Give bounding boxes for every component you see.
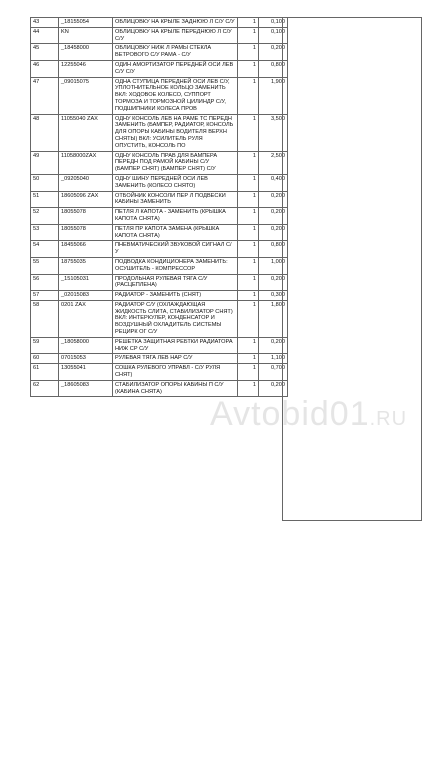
- quantity: 1: [238, 291, 259, 301]
- quantity: 1: [238, 300, 259, 337]
- row-number: 61: [31, 364, 59, 381]
- work-description: ПНЕВМАТИЧЕСКИЙ ЗВУКОВОЙ СИГНАЛ С/У: [113, 241, 238, 258]
- labor-hours: 0,400: [259, 174, 288, 191]
- table-row: [31, 174, 288, 191]
- table-row: [31, 18, 288, 28]
- work-description: ОТБОЙНИК КОНСОЛИ ПЕР Л ПОДВЕСКИ КАБИНЫ ЗАМЕНИТЬ: [113, 191, 238, 208]
- labor-hours: 0,100: [259, 27, 288, 44]
- quantity: 1: [238, 354, 259, 364]
- row-number: 56: [31, 274, 59, 291]
- work-description: РУЛЕВАЯ ТЯГА ЛЕВ НАР С/У: [113, 354, 238, 364]
- quantity: 1: [238, 174, 259, 191]
- quantity: 1: [238, 151, 259, 174]
- table-row: [31, 354, 288, 364]
- row-number: 58: [31, 300, 59, 337]
- row-number: 45: [31, 44, 59, 61]
- part-code: 11055040 ZAX: [59, 114, 113, 151]
- table-row: [31, 241, 288, 258]
- labor-hours: 0,200: [259, 274, 288, 291]
- row-number: 49: [31, 151, 59, 174]
- part-code: _09015075: [59, 77, 113, 114]
- work-order-sheet: [30, 17, 424, 397]
- part-code: 12255046: [59, 60, 113, 77]
- row-number: 62: [31, 380, 59, 397]
- labor-hours: 0,200: [259, 44, 288, 61]
- work-description: СТАБИЛИЗАТОР ОПОРЫ КАБИНЫ П С/У (КАБИНА СНЯТА): [113, 380, 238, 397]
- work-description: ПРОДОЛЬНАЯ РУЛЕВАЯ ТЯГА С/У (РАСЦЕПЛЕНА): [113, 274, 238, 291]
- row-number: 47: [31, 77, 59, 114]
- quantity: 1: [238, 208, 259, 225]
- row-number: 50: [31, 174, 59, 191]
- work-description: ОДНУ КОНСОЛЬ ЛЕВ НА РАМЕ ТС ПЕРЕДН ЗАМЕНИТЬ (БАМПЕР, РАДИАТОР, КОНСОЛЬ ДЛЯ ОПОРЫ КАБИНЫ ВОДИТЕЛЯ ВЕРХН СНЯТЫ) ВКЛ: УСИЛИТЕЛЬ РУЛЯ ОПУСТИТЬ, КОНСОЛЬ ПО: [113, 114, 238, 151]
- table-row: [31, 151, 288, 174]
- labor-hours: 0,200: [259, 191, 288, 208]
- work-description: ОБЛИЦОВКУ НА КРЫЛЕ ПЕРЕДНЮЮ Л С/У С/У: [113, 27, 238, 44]
- table-row: [31, 364, 288, 381]
- part-code: 11058000ZAX: [59, 151, 113, 174]
- part-code: _02015083: [59, 291, 113, 301]
- table-row: [31, 224, 288, 241]
- quantity: 1: [238, 114, 259, 151]
- part-code: 18055078: [59, 224, 113, 241]
- work-description: ПОДВОДКА КОНДИЦИОНЕРА ЗАМЕНИТЬ: ОСУШИТЕЛЬ - КОМПРЕССОР: [113, 257, 238, 274]
- work-description: РАДИАТОР - ЗАМЕНИТЬ (СНЯТ): [113, 291, 238, 301]
- part-code: 18055078: [59, 208, 113, 225]
- part-code: 18455066: [59, 241, 113, 258]
- labor-hours: 0,800: [259, 241, 288, 258]
- table-row: [31, 257, 288, 274]
- quantity: 1: [238, 257, 259, 274]
- table-row: [31, 44, 288, 61]
- table-row: [31, 77, 288, 114]
- row-number: 60: [31, 354, 59, 364]
- quantity: 1: [238, 27, 259, 44]
- row-number: 44: [31, 27, 59, 44]
- table-row: [31, 60, 288, 77]
- work-description: ПЕТЛЯ ПР КАПОТА ЗАМЕНА (КРЫШКА КАПОТА СНЯТА): [113, 224, 238, 241]
- work-description: ОДНА СТУПИЦА ПЕРЕДНЕЙ ОСИ ЛЕВ С/У, УПЛОТНИТЕЛЬНОЕ КОЛЬЦО ЗАМЕНИТЬ ВКЛ: ХОДОВОЕ КОЛЕСО, СУППОРТ ТОРМОЗА И ТОРМОЗНОЙ ЦИЛИНДР С/У, ПОДШИПНИКИ КОЛЕСА ПРОВ: [113, 77, 238, 114]
- part-code: _18458000: [59, 44, 113, 61]
- labor-hours: 0,800: [259, 60, 288, 77]
- part-code: _15105031: [59, 274, 113, 291]
- table-row: [31, 208, 288, 225]
- row-number: 43: [31, 18, 59, 28]
- row-number: 46: [31, 60, 59, 77]
- labor-hours: 1,100: [259, 354, 288, 364]
- part-code: _18605083: [59, 380, 113, 397]
- work-description: ПЕТЛЯ Л КАПОТА - ЗАМЕНИТЬ (КРЫШКА КАПОТА СНЯТА): [113, 208, 238, 225]
- row-number: 57: [31, 291, 59, 301]
- work-description: ОБЛИЦОВКУ НА КРЫЛЕ ЗАДНЮЮ Л С/У С/У: [113, 18, 238, 28]
- quantity: 1: [238, 364, 259, 381]
- quantity: 1: [238, 337, 259, 354]
- labor-hours: 0,200: [259, 380, 288, 397]
- row-number: 52: [31, 208, 59, 225]
- table-row: [31, 337, 288, 354]
- table-row: [31, 380, 288, 397]
- part-code: _18058000: [59, 337, 113, 354]
- table-row: [31, 274, 288, 291]
- quantity: 1: [238, 44, 259, 61]
- labor-hours: 0,200: [259, 224, 288, 241]
- labor-hours: 1,800: [259, 300, 288, 337]
- work-description: ОДИН АМОРТИЗАТОР ПЕРЕДНЕЙ ОСИ ЛЕВ С/У С/У: [113, 60, 238, 77]
- quantity: 1: [238, 77, 259, 114]
- labor-hours: 0,300: [259, 291, 288, 301]
- part-code: 18755035: [59, 257, 113, 274]
- work-description: РАДИАТОР С/У (ОХЛАЖДАЮЩАЯ ЖИДКОСТЬ СЛИТА, СТАБИЛИЗАТОР СНЯТ) ВКЛ: ИНТЕРКУЛЕР, КОНДЕНСАТОР И ВОЗДУШНЫЙ ОХЛАДИТЕЛЬ СИСТЕМЫ РЕЦИРК ОГ С/У: [113, 300, 238, 337]
- labor-hours: 0,200: [259, 337, 288, 354]
- work-description: ОДНУ КОНСОЛЬ ПРАВ ДЛЯ БАМПЕРА ПЕРЕДН ПОД РАМОЙ КАБИНЫ С/У (БАМПЕР СНЯТ) (БАМПЕР СНЯТ) С/У: [113, 151, 238, 174]
- quantity: 1: [238, 380, 259, 397]
- side-empty-box: [282, 17, 422, 521]
- repair-items-body: [31, 18, 288, 397]
- watermark-main: Avtobid01: [210, 395, 370, 433]
- work-description: СОШКА РУЛЕВОГО УПРАВЛ - С/У РУЛЯ СНЯТ): [113, 364, 238, 381]
- work-description: РЕШЕТКА ЗАЩИТНАЯ РЕБТКИ РАДИАТОРА НИЖ СР С/У: [113, 337, 238, 354]
- row-number: 51: [31, 191, 59, 208]
- part-code: 18605096 ZAX: [59, 191, 113, 208]
- labor-hours: 0,200: [259, 208, 288, 225]
- part-code: _09205040: [59, 174, 113, 191]
- work-description: ОДНУ ШИНУ ПЕРЕДНЕЙ ОСИ ЛЕВ ЗАМЕНИТЬ (КОЛЕСО СНЯТО): [113, 174, 238, 191]
- table-row: [31, 27, 288, 44]
- row-number: 48: [31, 114, 59, 151]
- work-description: ОБЛИЦОВКУ НИЖ Л РАМЫ СТЕКЛА ВЕТРОВОГО С/У РАМА - С/У: [113, 44, 238, 61]
- labor-hours: 0,700: [259, 364, 288, 381]
- row-number: 55: [31, 257, 59, 274]
- row-number: 59: [31, 337, 59, 354]
- quantity: 1: [238, 224, 259, 241]
- quantity: 1: [238, 274, 259, 291]
- quantity: 1: [238, 18, 259, 28]
- watermark-tld: .RU: [369, 408, 408, 430]
- repair-items-table: [30, 17, 288, 397]
- part-code: _18155054: [59, 18, 113, 28]
- table-row: [31, 114, 288, 151]
- labor-hours: 3,500: [259, 114, 288, 151]
- quantity: 1: [238, 191, 259, 208]
- table-row: [31, 300, 288, 337]
- labor-hours: 2,500: [259, 151, 288, 174]
- labor-hours: 1,000: [259, 257, 288, 274]
- part-code: 13055041: [59, 364, 113, 381]
- row-number: 53: [31, 224, 59, 241]
- part-code: 0201 ZAX: [59, 300, 113, 337]
- row-number: 54: [31, 241, 59, 258]
- labor-hours: 1,900: [259, 77, 288, 114]
- labor-hours: 0,100: [259, 18, 288, 28]
- part-code: 07015053: [59, 354, 113, 364]
- table-row: [31, 191, 288, 208]
- table-row: [31, 291, 288, 301]
- part-code: KN: [59, 27, 113, 44]
- quantity: 1: [238, 60, 259, 77]
- quantity: 1: [238, 241, 259, 258]
